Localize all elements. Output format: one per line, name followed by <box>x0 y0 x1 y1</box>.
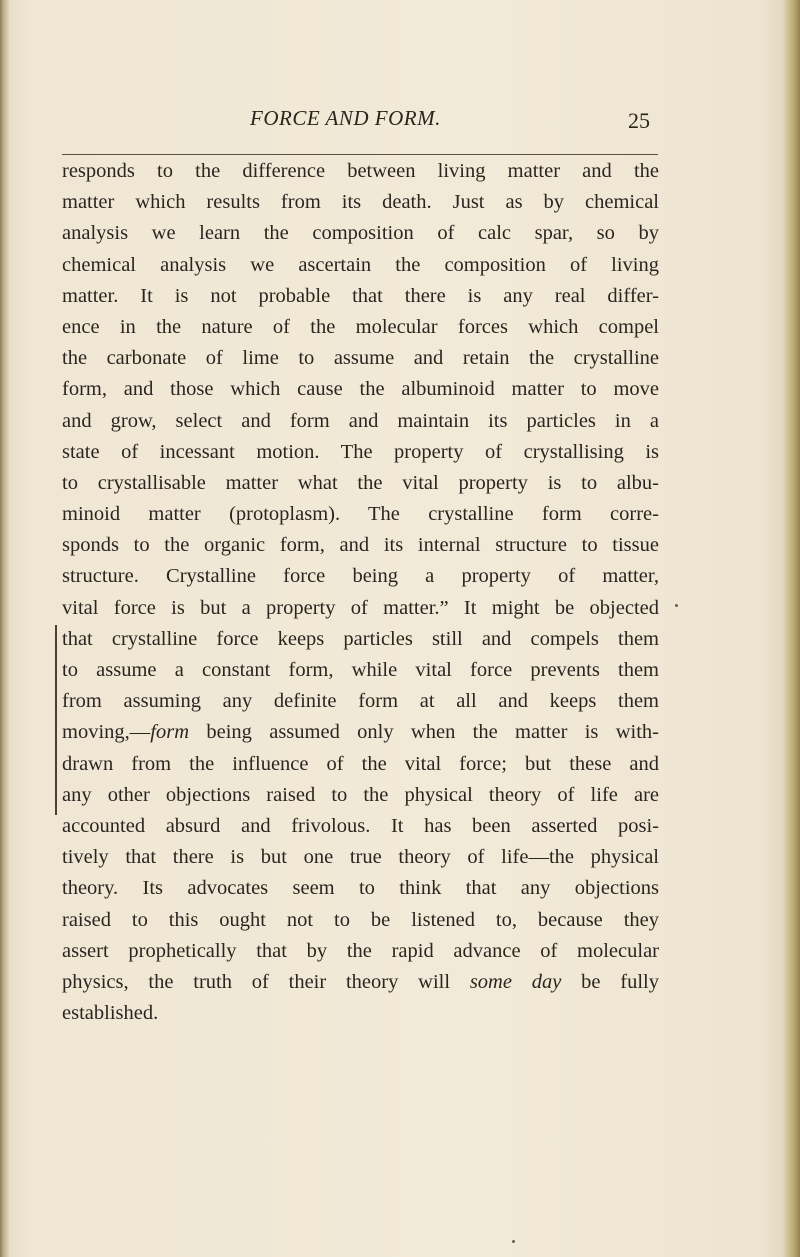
text-line: that crystalline force keeps particles still and compels them <box>62 627 659 650</box>
text-line: established. <box>62 1002 159 1025</box>
margin-bracket-mark <box>55 625 57 815</box>
text-line: matter. It is not probable that there is any real differ- <box>62 284 659 307</box>
paper-speck <box>512 1240 515 1243</box>
text-run: physics, the truth of their theory will <box>62 970 470 993</box>
text-run: moving,— <box>62 721 151 744</box>
text-line: from assuming any definite form at all and keeps them <box>62 690 659 713</box>
text-line: vital force is but a property of matter.” It might be objected <box>62 596 659 619</box>
header-rule <box>62 154 658 155</box>
text-line: the carbonate of lime to assume and retain the crystalline <box>62 347 659 370</box>
text-line-with-italic <box>62 967 659 998</box>
page-gutter-shadow <box>0 0 9 1257</box>
text-line: assert prophetically that by the rapid advance of molecular <box>62 939 659 962</box>
text-line: drawn from the influence of the vital force; but these and <box>62 752 659 775</box>
italic-word: form <box>150 721 190 744</box>
text-line: matter which results from its death. Just as by chemical <box>62 191 659 214</box>
text-run: being assumed only when the matter is with- <box>189 721 659 744</box>
text-line: structure. Crystalline force being a property of matter, <box>62 565 659 588</box>
text-line: to crystallisable matter what the vital property is to albu- <box>62 471 659 494</box>
text-line: analysis we learn the composition of calc spar, so by <box>62 222 659 245</box>
page-header <box>62 98 656 138</box>
text-line-with-italic <box>62 717 659 748</box>
text-run: be fully <box>561 970 659 993</box>
text-line: responds to the difference between living matter and the <box>62 160 659 182</box>
text-line: state of incessant motion. The property of crystallising is <box>62 440 659 463</box>
text-line: minoid matter (protoplasm). The crystalline form corre- <box>62 503 659 526</box>
text-line: form, and those which cause the albuminoid matter to move <box>62 378 659 401</box>
page-edge-shadow <box>782 0 800 1257</box>
text-line: chemical analysis we ascertain the composition of living <box>62 253 659 276</box>
text-line: accounted absurd and frivolous. It has been asserted posi- <box>62 814 659 837</box>
text-line: and grow, select and form and maintain its particles in a <box>62 409 659 432</box>
running-title: FORCE AND FORM. <box>250 106 441 130</box>
text-line: ence in the nature of the molecular forces which compel <box>62 315 659 338</box>
italic-phrase: some day <box>469 970 562 993</box>
page-number: 25 <box>628 108 650 133</box>
text-line: any other objections raised to the physical theory of life are <box>62 783 659 806</box>
text-line: to assume a constant form, while vital force prevents them <box>62 659 659 681</box>
text-line: tively that there is but one true theory of life—the physical <box>62 846 659 869</box>
text-line: theory. Its advocates seem to think that any objections <box>62 877 659 900</box>
text-line: sponds to the organic form, and its internal structure to tissue <box>62 534 659 557</box>
text-line: raised to this ought not to be listened to, because they <box>62 908 659 931</box>
body-paragraph <box>62 156 659 1029</box>
paper-speck <box>675 604 678 607</box>
